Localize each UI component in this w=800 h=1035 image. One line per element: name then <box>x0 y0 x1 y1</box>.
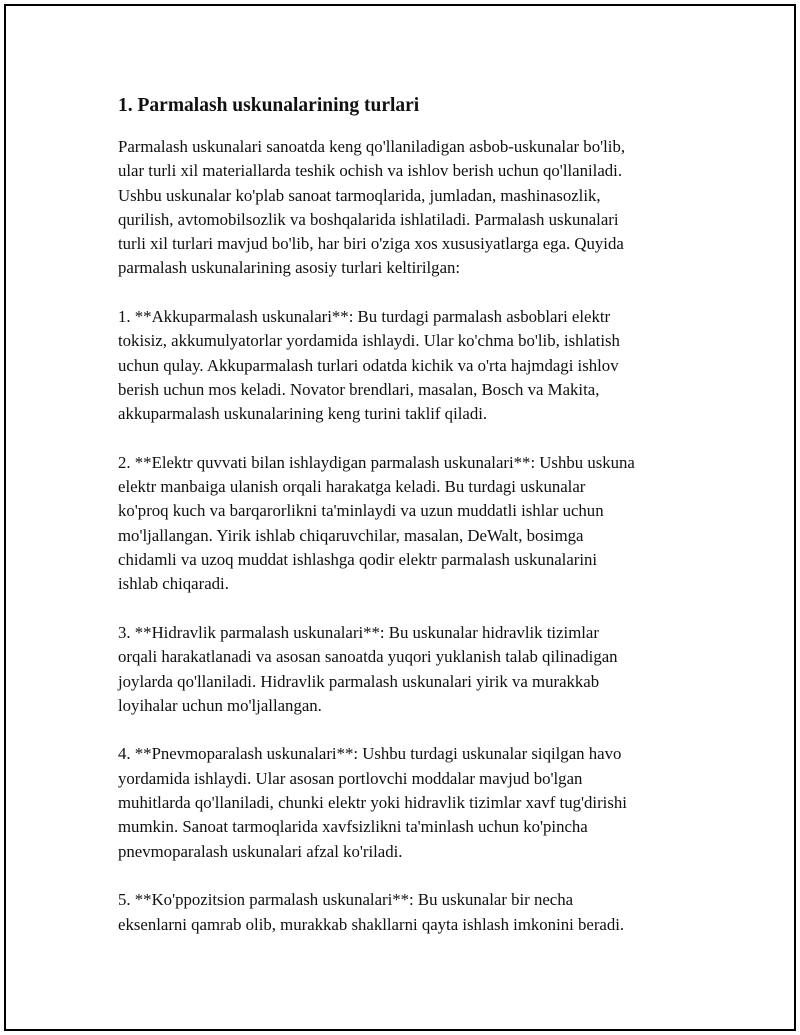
text-line: chidamli va uzoq muddat ishlashga qodir elektr parmalash uskunalarini <box>118 550 598 570</box>
text-line: qurilish, avtomobilsozlik va boshqalarida ishlatiladi. Parmalash uskunalari <box>118 209 619 229</box>
text-line: loyihalar uchun mo'ljallangan. <box>118 695 322 715</box>
paragraph-3 <box>118 451 688 597</box>
text-line: Ushbu uskunalar ko'plab sanoat tarmoqlarida, jumladan, mashinasozlik, <box>118 185 601 205</box>
text-line: akkuparmalash uskunalarining keng turini taklif qiladi. <box>118 404 488 424</box>
text-line: 1. **Akkuparmalash uskunalari**: Bu turdagi parmalash asboblari elektr <box>118 307 611 327</box>
paragraph-2 <box>118 305 688 426</box>
text-line: ular turli xil materiallarda teshik ochish va ishlov berish uchun qo'llaniladi. <box>118 161 623 181</box>
document-title: 1. Parmalash uskunalarining turlari <box>118 95 420 116</box>
text-line: eksenlarni qamrab olib, murakkab shakllarni qayta ishlash imkonini beradi. <box>118 914 625 934</box>
text-line: mumkin. Sanoat tarmoqlarida xavfsizlikni ta'minlash uchun ko'pincha <box>118 817 588 837</box>
text-line: 4. **Pnevmoparalash uskunalari**: Ushbu turdagi uskunalar siqilgan havo <box>118 744 622 764</box>
text-line: muhitlarda qo'llaniladi, chunki elektr yoki hidravlik tizimlar xavf tug'dirishi <box>118 793 627 813</box>
text-line: 5. **Ko'ppozitsion parmalash uskunalari**: Bu uskunalar bir necha <box>118 890 574 910</box>
text-line: 3. **Hidravlik parmalash uskunalari**: Bu uskunalar hidravlik tizimlar <box>118 622 599 642</box>
text-line: joylarda qo'llaniladi. Hidravlik parmalash uskunalari yirik va murakkab <box>118 671 600 691</box>
text-line: tokisiz, akkumulyatorlar yordamida ishlaydi. Ular ko'chma bo'lib, ishlatish <box>118 331 620 351</box>
paragraph-4 <box>118 621 688 718</box>
text-line: parmalash uskunalarining asosiy turlari keltirilgan: <box>118 258 461 278</box>
text-line: berish uchun mos keladi. Novator brendlari, masalan, Bosch va Makita, <box>118 379 600 399</box>
text-line: ko'proq kuch va barqarorlikni ta'minlaydi va uzun muddatli ishlar uchun <box>118 501 604 521</box>
document-body <box>118 93 688 961</box>
text-line: 2. **Elektr quvvati bilan ishlaydigan parmalash uskunalari**: Ushbu uskuna <box>118 452 635 472</box>
text-line: Parmalash uskunalari sanoatda keng qo'llaniladigan asbob-uskunalar bo'lib, <box>118 137 626 156</box>
text-line: turli xil turlari mavjud bo'lib, har biri o'ziga xos xususiyatlarga ega. Quyida <box>118 234 624 254</box>
text-line: mo'ljallangan. Yirik ishlab chiqaruvchilar, masalan, DeWalt, bosimga <box>118 525 584 545</box>
text-line: ishlab chiqaradi. <box>118 574 229 594</box>
text-line: yordamida ishlaydi. Ular asosan portlovchi moddalar mavjud bo'lgan <box>118 768 583 788</box>
text-line: elektr manbaiga ulanish orqali harakatga keladi. Bu turdagi uskunalar <box>118 477 586 497</box>
text-line: orqali harakatlanadi va asosan sanoatda yuqori yuklanish talab qilinadigan <box>118 647 618 667</box>
paragraph-5 <box>118 742 688 863</box>
paragraph-1 <box>118 135 688 281</box>
text-line: uchun qulay. Akkuparmalash turlari odatda kichik va o'rta hajmdagi ishlov <box>118 355 619 375</box>
paragraph-list <box>118 135 688 937</box>
paragraph-6 <box>118 888 688 937</box>
text-line: pnevmoparalash uskunalari afzal ko'riladi. <box>118 841 403 861</box>
